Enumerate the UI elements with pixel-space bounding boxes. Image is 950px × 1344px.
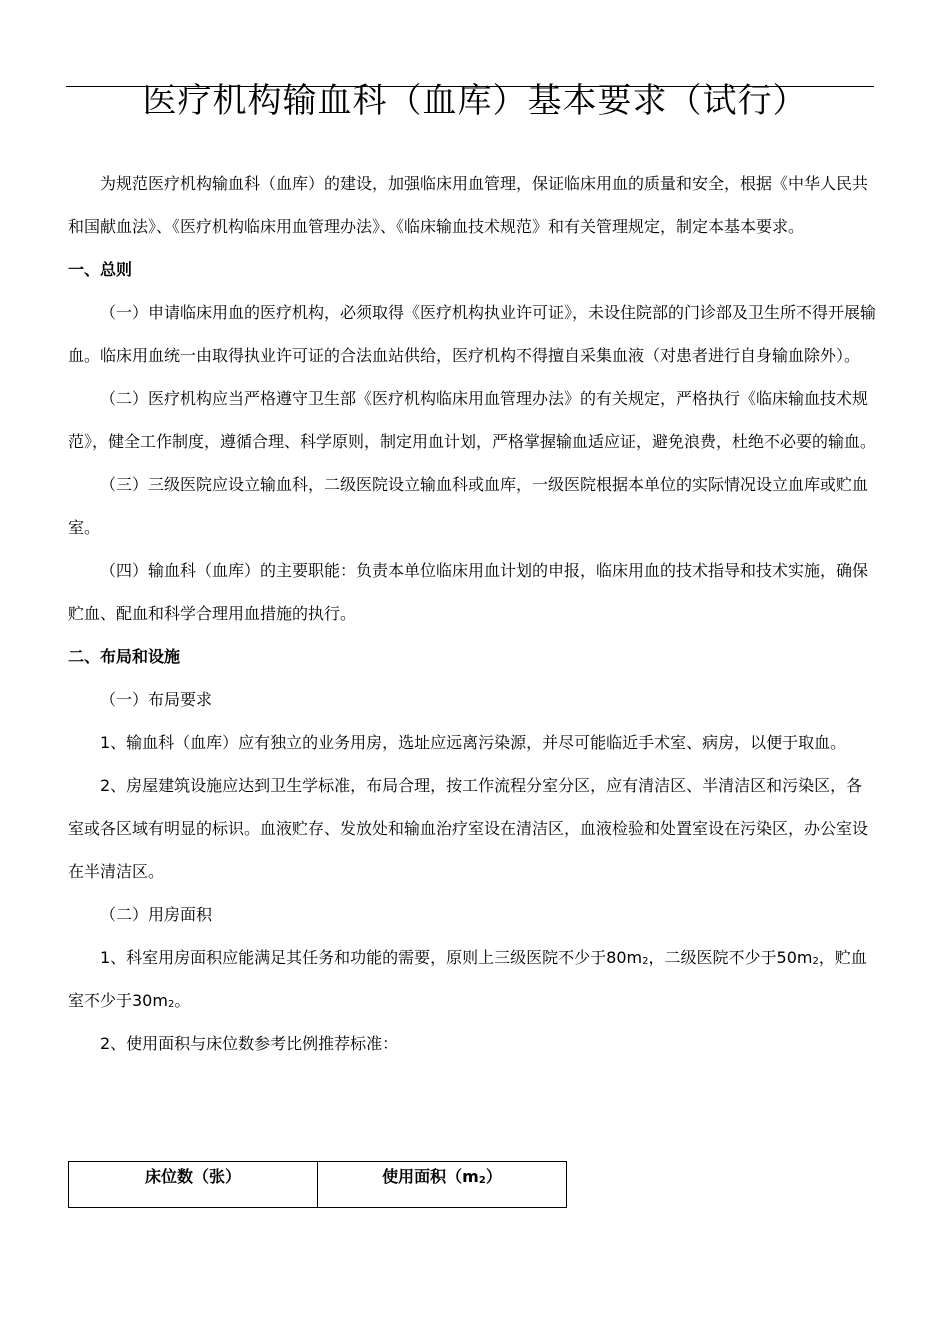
area-text-part2: ，二级医院不少于50m [648,948,813,967]
area-sub-3: 2 [167,999,175,1010]
table-header-row [69,1162,567,1208]
general-clause-1: （一）申请临床用血的医疗机构，必须取得《医疗机构执业许可证》，未设住院部的门诊部及卫生所不得开展输血。临床用血统一由取得执业许可证的合法血站供给，医疗机构不得擅自采集血液（对患者进行自身输血除外）。 [68,303,877,365]
section-heading-general: 一、总则 [68,260,133,279]
area-item-2: 2、使用面积与床位数参考比例推荐标准： [100,1034,399,1053]
layout-item-2: 2、房屋建筑设施应达到卫生学标准，布局合理，按工作流程分室分区，应有清洁区、半清洁区和污染区，各室或各区域有明显的标识。血液贮存、发放处和输血治疗室设在清洁区，血液检验和处置室设在污染区，办公室设在半清洁区。 [68,776,869,881]
general-clause-4: （四）输血科（血库）的主要职能：负责本单位临床用血计划的申报，临床用血的技术指导和技术实施，确保贮血、配血和科学合理用血措施的执行。 [68,561,869,623]
document-title: 医疗机构输血科（血库）基本要求（试行） [142,81,808,121]
general-clause-2: （二）医疗机构应当严格遵守卫生部《医疗机构临床用血管理办法》的有关规定，严格执行《临床输血技术规范》，健全工作制度，遵循合理、科学原则，制定用血计划，严格掌握输血适应证，避免浪费，杜绝不必要的输血。 [68,389,877,451]
bed-area-ratio-table [68,1161,567,1208]
area-sub-1: 2 [642,956,649,967]
subsection-floor-area: （二）用房面积 [100,905,213,924]
table-header-area [318,1162,567,1208]
area-sub-2: 2 [812,956,819,967]
subsection-layout-requirements: （一）布局要求 [100,690,213,709]
table-header-area-sub: 2 [478,1175,486,1186]
intro-paragraph: 为规范医疗机构输血科（血库）的建设，加强临床用血管理，保证临床用血的质量和安全，根据《中华人民共和国献血法》、《医疗机构临床用血管理办法》、《临床输血技术规范》和有关管理规定，制定本基本要求。 [68,174,869,236]
area-text-part3: ，贮血室不少于30m [68,948,867,1010]
section-heading-layout: 二、布局和设施 [68,647,181,666]
area-text-part4: 。 [174,991,191,1010]
area-text-part1: 1、科室用房面积应能满足其任务和功能的需要，原则上三级医院不少于80m [100,948,643,967]
document-body [68,162,878,1065]
general-clause-3: （三）三级医院应设立输血科，二级医院设立输血科或血库，一级医院根据本单位的实际情况设立血库或贮血室。 [68,475,869,537]
layout-item-1: 1、输血科（血库）应有独立的业务用房，选址应远离污染源，并尽可能临近手术室、病房，以便于取血。 [100,733,847,752]
table-header-beds: 床位数（张） [69,1162,318,1208]
area-item-1 [68,936,878,1022]
table-header-area-suffix: ） [485,1167,502,1186]
table-header-area-prefix: 使用面积（m [382,1167,479,1186]
